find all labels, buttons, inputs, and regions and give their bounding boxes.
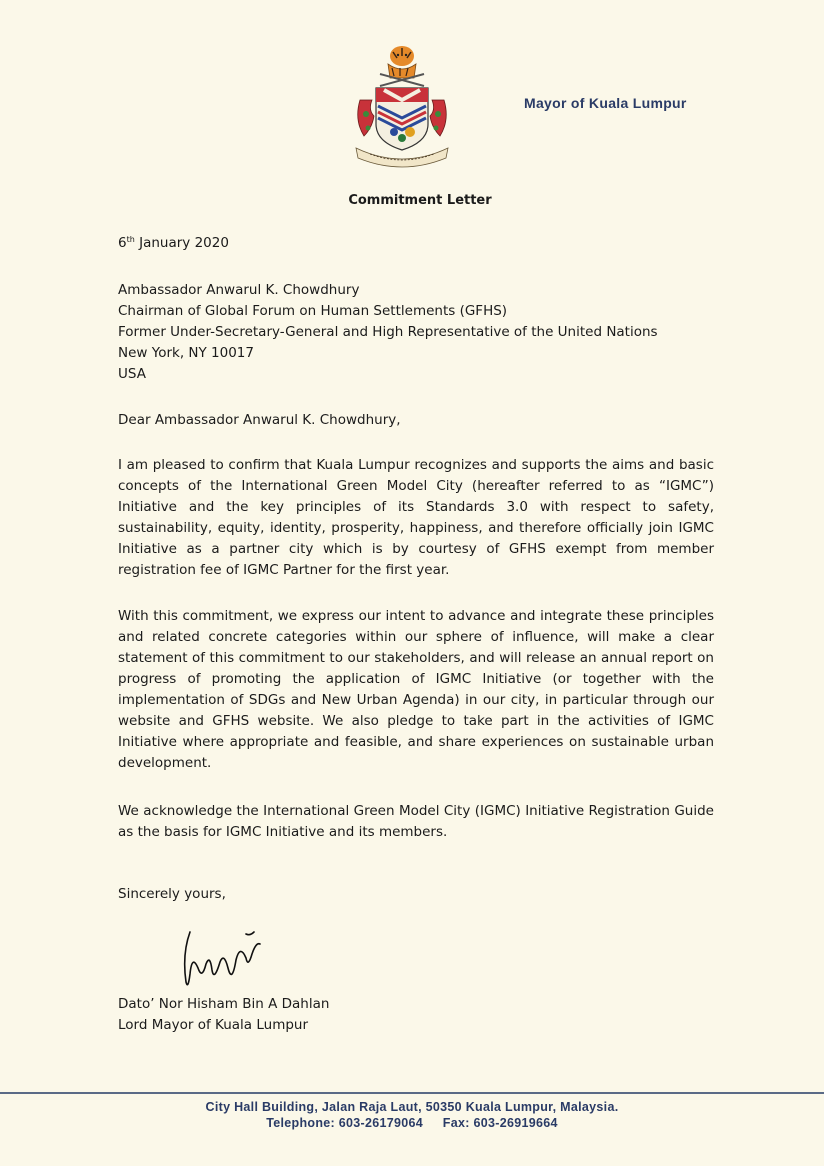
recipient-country: USA: [118, 366, 146, 382]
body-paragraph-1: I am pleased to confirm that Kuala Lumpur recognizes and supports the aims and basic concepts of the International Green Model City (hereafter referred to as “IGMC”) Initiative and the key principles of its Standards 3.0 with respect to safety, sustainability, equity, identity, prosperity, happiness, and therefore officially join IGMC Initiative as a partner city which is by courtesy of GFHS exempt from member registration fee of IGMC Partner for the first year.: [118, 457, 714, 578]
date-suffix: th: [126, 235, 135, 244]
date-month-year: January 2020: [134, 235, 229, 251]
coat-of-arms-crest: [350, 44, 454, 170]
salutation: Dear Ambassador Anwarul K. Chowdhury,: [118, 412, 401, 428]
footer-fax: Fax: 603-26919664: [442, 1116, 558, 1130]
date-day: 6: [118, 235, 127, 251]
body-paragraph-2: With this commitment, we express our intent to advance and integrate these principles and related concrete categories within our sphere of influence, will make a clear statement of this commitment to our stakeholders, and will release an annual report on progress of promoting the application of IGMC Initiative (or together with the implementation of SDGs and New Urban Agenda) in our city, in particular through our website and GFHS website. We also pledge to take part in the activities of IGMC Initiative where appropriate and feasible, and share experiences on sustainable urban development.: [118, 608, 714, 771]
footer-telephone: Telephone: 603-26179064: [266, 1116, 424, 1130]
body-paragraph-3: We acknowledge the International Green Model City (IGMC) Initiative Registration Guide as the basis for IGMC Initiative and its members.: [118, 803, 714, 840]
signer-block: [118, 994, 329, 1036]
signer-position: Lord Mayor of Kuala Lumpur: [118, 1017, 309, 1033]
recipient-title: Chairman of Global Forum on Human Settlements (GFHS): [118, 303, 508, 319]
handwritten-signature: [176, 924, 276, 996]
document-title: Commitment Letter: [348, 193, 492, 208]
closing-line: Sincerely yours,: [118, 886, 226, 902]
footer-address: City Hall Building, Jalan Raja Laut, 50350 Kuala Lumpur, Malaysia.: [205, 1100, 619, 1114]
letterhead-title: Mayor of Kuala Lumpur: [524, 95, 687, 111]
recipient-name: Ambassador Anwarul K. Chowdhury: [118, 282, 360, 298]
signer-name: Dato’ Nor Hisham Bin A Dahlan: [118, 996, 330, 1012]
footer-contact: [0, 1116, 824, 1130]
recipient-city: New York, NY 10017: [118, 345, 254, 361]
letter-date: [118, 235, 229, 251]
footer-divider: [0, 1092, 824, 1094]
recipient-former-title: Former Under-Secretary-General and High Representative of the United Nations: [118, 324, 658, 340]
recipient-address-block: [118, 280, 658, 385]
